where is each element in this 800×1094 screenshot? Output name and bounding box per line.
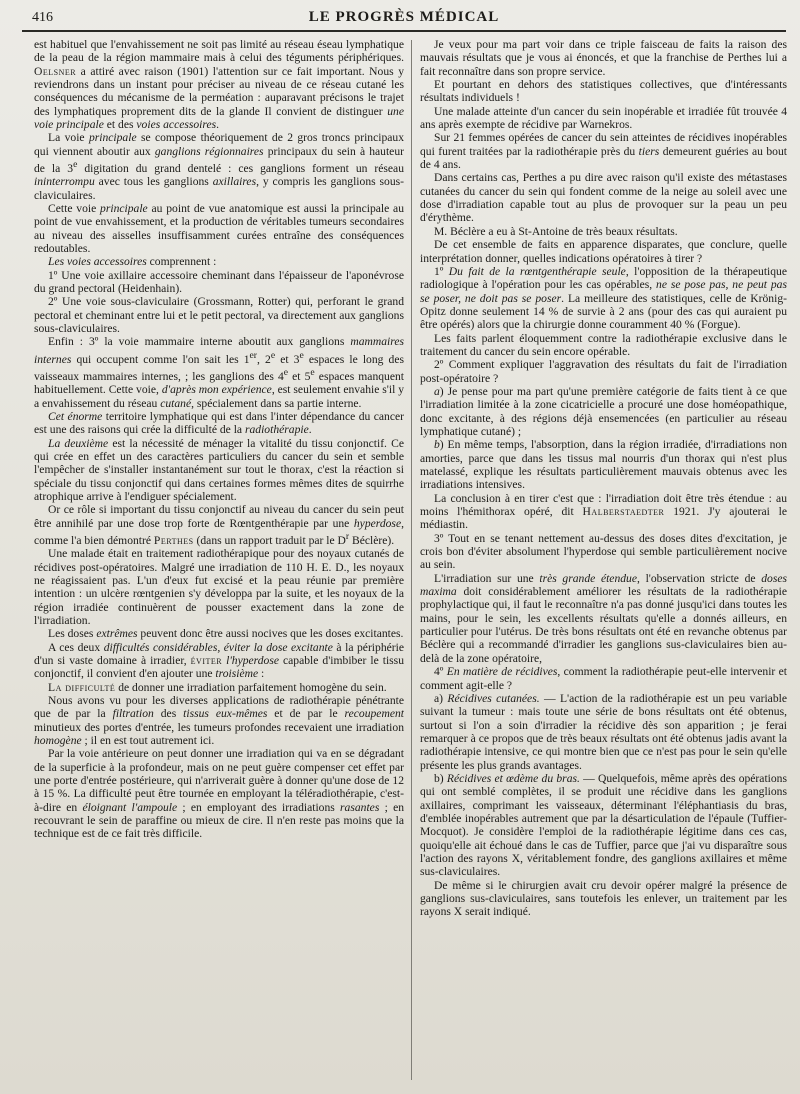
left-paragraph: La difficulté de donner une irradiation parfaitement homogène du sein.	[48, 680, 387, 694]
left-paragraph: A ces deux difficultés considérables, éviter la dose excitante à la périphérie d'un si vaste domaine à irradier, éviter l'hyperdose capable d'imbiber le tissu conjonctif, il convient d'en ajouter une troisième :	[34, 640, 404, 681]
right-paragraph: M. Béclère a eu à St-Antoine de très beaux résultats.	[434, 224, 678, 238]
left-paragraph: Par la voie antérieure on peut donner une irradiation qui va en se dégradant de la superficie à la profondeur, mais on ne peut guère compenser cet effet par une porte d'entrée postérieure, qui n'arriverait guère à donner qu'une dose de 12 à 15 %. La difficulté peut être tournée en employant la téléradiothérapie, c'est-à-dire en éloignant l'ampoule ; en employant des irradiations rasantes ; en recouvrant le sein de paraffine ou mieux de cire. Il n'en reste pas moins que la technique est de ce fait très difficile.	[34, 747, 404, 841]
left-paragraph: 1º Une voie axillaire accessoire cheminant dans l'épaisseur de l'aponévrose du grand pectoral (Heidenhain).	[34, 268, 404, 296]
right-paragraph: Sur 21 femmes opérées de cancer du sein atteintes de récidives inopérables qui furent traitées par la radiothérapie près du tiers demeurent guéries au bout de 4 ans.	[420, 131, 787, 172]
right-paragraph: Une malade atteinte d'un cancer du sein inopérable et irradiée fût trouvée 4 ans après exempte de récidive par Warnekros.	[420, 104, 787, 132]
left-paragraph: Cet énorme territoire lymphatique qui est dans l'inter dépendance du cancer est une des raisons qui crée la difficulté de la radiothérapie.	[34, 409, 404, 437]
left-paragraph: est habituel que l'envahissement ne soit pas limité au réseau éseau lymphatique de la peau de la région mammaire mais à celui des téguments périphériques. Oelsner a attiré avec raison (1901) l'attention sur ce fait important. Nous y reviendrons dans un instant pour préciser au niveau de ce réseau cutané les conséquences du mécanisme de la perméation : auparavant précisons le trajet des lymphatiques proprement dits de la glande Il convient de distinguer une voie principale et des voies accessoires.	[34, 38, 404, 132]
left-paragraph: Une malade était en traitement radiothérapique pour des noyaux cutanés de récidives post-opératoires. Malgré une irradiation de 110 H. E. D., les noyaux ne réagissaient pas. L'un d'eux fut excisé et la peau réunie par première intention : un ulcère rœntgenien s'y développa par la suite, et les noyaux de la région irradiée continuèrent de pousser exactement dans la zone de l'irradiation.	[34, 547, 404, 627]
header-rule	[22, 30, 786, 32]
right-paragraph: Dans certains cas, Perthes a pu dire avec raison qu'il existe des métastases cutanées du cancer du sein qui fondent comme de la neige au soleil avec une dose d'irradiation capable tout au plus de provoquer sur la peau un peu d'érythème.	[420, 171, 787, 225]
page-header	[22, 6, 786, 32]
journal-title: LE PROGRÈS MÉDICAL	[308, 9, 500, 25]
left-paragraph: La deuxième est la nécessité de ménager la vitalité du tissu conjonctif. Ce qui crée en effet un des caractères particuliers du cancer du sein et semble l'empêcher de s'installer instantanément sur tout le thorax, c'est la réaction si spéciale du tissu conjonctif qui dans certaines formes mêmes dites de squirrhe atrophique arrive à l'endiguer spécialement.	[34, 436, 404, 503]
right-paragraph: 4º En matière de récidives, comment la radiothérapie peut-elle intervenir et comment agit-elle ?	[420, 665, 787, 692]
left-paragraph: 2º Une voie sous-claviculaire (Grossmann, Rotter) qui, perforant le grand pectoral et cheminant entre lui et le petit pectoral, va directement aux ganglions sous-claviculaires.	[34, 295, 404, 336]
right-paragraph: 2º Comment expliquer l'aggravation des résultats du fait de l'irradiation post-opératoire ?	[420, 358, 787, 385]
right-paragraph: 3º Tout en se tenant nettement au-dessus des doses dites d'excitation, je crois bon d'éviter absolument l'hyperdose qui semble particulièrement nocive au sein.	[420, 531, 787, 572]
column-divider	[411, 40, 412, 1080]
left-paragraph: Nous avons vu pour les diverses applications de radiothérapie pénétrante que de par la filtration des tissus eux-mêmes et de par le recoupement minutieux des portes d'entrée, les tumeurs profondes recevaient une irradiation homogène ; il en est tout autrement ici.	[34, 693, 404, 747]
left-paragraph: Les voies accessoires comprennent :	[48, 255, 217, 269]
right-paragraph: b) Récidives et œdème du bras. — Quelquefois, même après des opérations qui ont semblé complètes, il se produit une récidive dans les ganglions axillaires, comprimant les vaisseaux, déterminant l'éléphantiasis du bras, d'emblée inopérables autrement que par la désarticulation de l'épaule (Tuffier-Mocquot). Je considère l'emploi de la radiothérapie légitime dans ces cas, quoiqu'elle ait échoué dans le cas de Tuffier, parce que j'ai vu disparaître sous l'action des rayons X, véritablement fondre, des ganglions axillaires et même sus-claviculaires.	[420, 771, 787, 879]
right-paragraph: Et pourtant en dehors des statistiques collectives, que d'intéressants résultats individuels !	[420, 78, 787, 105]
right-column	[420, 38, 787, 1090]
left-paragraph: Enfin : 3º la voie mammaire interne aboutit aux ganglions mammaires internes qui occupent comme l'on sait les 1er, 2e et 3e espaces le long des vaisseaux mammaires internes, ; les ganglions des 4e et 5e espaces manquent habituellement. Cette voie, d'après mon expérience, est seulement envahie s'il y a envahissement du réseau cutané, spécialement dans sa partie interne.	[34, 335, 404, 410]
right-paragraph: L'irradiation sur une très grande étendue, l'observation stricte de doses maxima doit considérablement améliorer les résultats de la radiothérapie prophylactique qui, il faut le reconnaître n'a pas donné jusqu'ici dans toutes les mains, pour le sein, les excellents résultats qu'elle a donnés ailleurs, en particulier pour l'utérus. De très bons résultats ont été en revanche obtenus par Béclère qui a recommandé d'irradier les ganglions sus-claviculaires bien au-delà de la zone opératoire,	[420, 571, 787, 665]
right-paragraph: Je veux pour ma part voir dans ce triple faisceau de faits la raison des mauvais résultats que je vous ai énoncés, et que la franchise de Perthes lui a fait reconnaître dans son propre service.	[420, 38, 787, 78]
right-paragraph: a) Récidives cutanées. — L'action de la radiothérapie est un peu variable suivant la tumeur : mais toute une série de bons résultats ont été obtenus, surtout si l'on a soin d'irradier la récidive dès son apparition ; je ferai remarquer à ce propos que de très beaux résultats ont été obtenus jadis avant la radiothérapie intensive, ce qui montre bien que ce n'est pas pour le sein qu'elle présente les plus grands avantages.	[420, 691, 787, 772]
right-paragraph: b) En même temps, l'absorption, dans la région irradiée, d'irradiations non amorties, parce que dans les tissus mal nourris d'un thorax qui n'est plus matelassé, explique les résultats particulièrement mauvais obtenus avec les irradiations intensives.	[420, 438, 787, 492]
right-paragraph: Les faits parlent éloquemment contre la radiothérapie exclusive dans le traitement du cancer du sein encore opérable.	[420, 331, 787, 358]
left-paragraph: Or ce rôle si important du tissu conjonctif au niveau du cancer du sein peut être annihilé par une dose trop forte de Rœntgenthérapie par une hyperdose, comme l'a bien démontré Perthes (dans un rapport traduit par le $D^r$ Béclère).	[34, 503, 404, 547]
left-paragraph: Cette voie principale au point de vue anatomique est aussi la principale au point de vue envahissement, et la production de véritables tumeurs secondaires au niveau des aisselles insuffisamment curées entraîne des conséquences redoutables.	[34, 201, 404, 256]
left-column	[34, 38, 404, 1090]
right-paragraph: a) Je pense pour ma part qu'une première catégorie de faits tient à ce que l'irradiation limitée à la zone cicatricielle a procuré une dose homéopathique, donc excitante, à des régions déjà ensemencées (en particulier au réseau lymphatique cutané) ;	[420, 384, 787, 438]
right-paragraph: De cet ensemble de faits en apparence disparates, que conclure, quelle interprétation donner, quelles indications opératoires à tirer ?	[420, 238, 787, 265]
left-paragraph: Les doses extrêmes peuvent donc être aussi nocives que les doses excitantes.	[48, 627, 404, 641]
right-paragraph: La conclusion à en tirer c'est que : l'irradiation doit être très étendue : au moins l'hémithorax opéré, dit Halberstaedter 1921. J'y ajouterai le médiastin.	[420, 491, 787, 532]
page-number: 416	[32, 10, 53, 25]
left-paragraph: La voie principale se compose théoriquement de 2 gros troncs principaux qui viennent aboutir aux ganglions régionnaires principaux du sein à hauteur de la 3e digitation du grand dentelé : ces ganglions forment un réseau ininterrompu avec tous les ganglions axillaires, y compris les ganglions sous-claviculaires.	[34, 131, 404, 202]
right-paragraph: 1º Du fait de la rœntgenthérapie seule, l'opposition de la thérapeutique radiologique à l'opération pour les cas opérables, ne se pose pas, ne peut pas se poser, ne doit pas se poser. La meilleure des statistiques, celle de Krönig-Opitz donne seulement 14 % de survie à 2 ans (pour des cas qui auraient pu être opérés) alors que la chirurgie donne couramment 40 % (Forgue).	[420, 264, 787, 332]
right-paragraph: De même si le chirurgien avait cru devoir opérer malgré la présence de ganglions sus-claviculaires, sans toutefois les enlever, un traitement par les rayons X serait indiqué.	[420, 878, 787, 919]
